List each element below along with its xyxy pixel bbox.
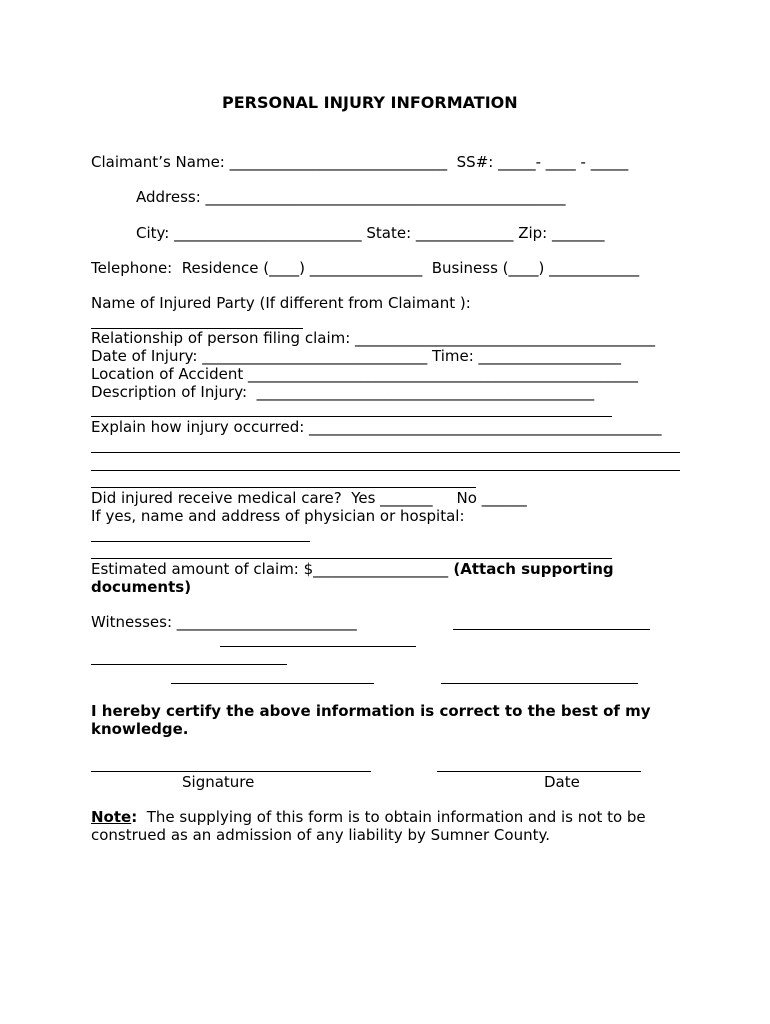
injured-party-label: Name of Injured Party (If different from Claimant ): [91,294,471,312]
date-label: Date [544,773,580,791]
note-label: Note [91,808,132,826]
date-time-field[interactable]: Date of Injury: ______________________________ Time: ___________________ [91,347,622,365]
city-state-zip-field[interactable]: City: _________________________ State: _____________ Zip: _______ [136,224,605,242]
witnesses-field[interactable]: Witnesses: ________________________ [91,613,357,631]
attach-supporting-label-cont: documents) [91,578,192,596]
estimated-claim-field[interactable] [91,560,614,578]
date-signed-line[interactable] [437,771,641,772]
signature-label: Signature [182,773,255,791]
certification-statement: I hereby certify the above information is correct to the best of my [91,702,651,720]
page-title: PERSONAL INJURY INFORMATION [222,93,518,112]
description-continuation-line[interactable] [91,416,612,417]
physician-line-2[interactable] [91,558,612,559]
explain-line-4[interactable] [91,487,476,488]
physician-line-1[interactable] [91,541,310,542]
note-line [91,808,646,826]
certification-statement-cont: knowledge. [91,720,189,738]
description-field[interactable]: Description of Injury: _____________________________________________ [91,383,595,401]
medical-care-field[interactable]: Did injured receive medical care? Yes _______ No ______ [91,489,527,507]
note-text-cont: construed as an admission of any liability by Sumner County. [91,826,550,844]
physician-label: If yes, name and address of physician or hospital: [91,507,465,525]
address-field[interactable]: Address: ________________________________________________ [136,188,566,206]
estimated-claim-prefix: Estimated amount of claim: $__________________ [91,560,449,578]
claimant-name-field[interactable]: Claimant’s Name: _____________________________ SS#: _____- ____ - _____ [91,153,629,171]
note-text: The supplying of this form is to obtain information and is not to be [137,808,646,826]
telephone-field[interactable]: Telephone: Residence (____) _______________ Business (____) ____________ [91,259,640,277]
witness-line-3[interactable] [220,646,416,647]
explain-injury-field[interactable]: Explain how injury occurred: _______________________________________________ [91,418,662,436]
note-colon: : [131,808,138,826]
witness-line-5[interactable] [171,683,374,684]
explain-line-2[interactable] [91,452,680,453]
relationship-field[interactable]: Relationship of person filing claim: ________________________________________ [91,329,656,347]
witness-line-4[interactable] [91,664,287,665]
location-field[interactable]: Location of Accident ____________________________________________________ [91,365,639,383]
signature-line[interactable] [91,771,371,772]
witness-line-6[interactable] [441,683,638,684]
attach-supporting-label: (Attach supporting [448,560,614,578]
witness-line-2[interactable] [453,629,650,630]
explain-line-3[interactable] [91,470,680,471]
